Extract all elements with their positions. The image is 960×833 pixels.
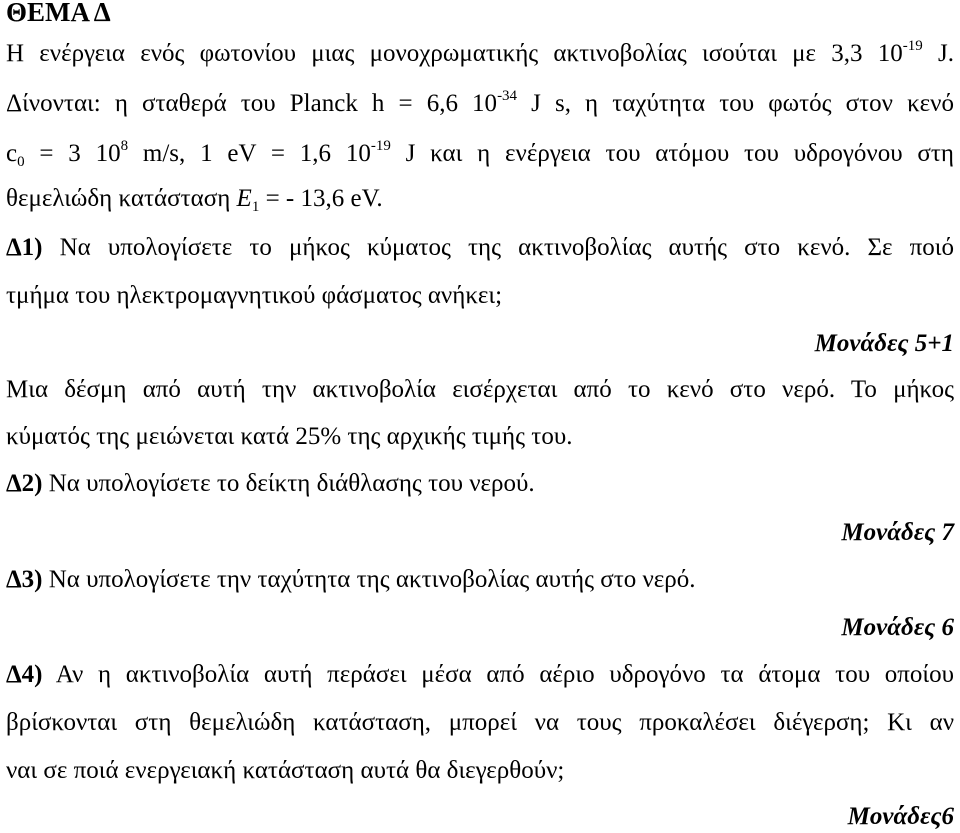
symbol-E: E — [236, 185, 252, 212]
intro-text: J και η ενέργεια του ατόμου του υδρογόνου στη — [390, 140, 954, 167]
d1-marks: Μονάδες 5+1 — [814, 330, 954, 357]
intro-text: θεμελιώδη κατάσταση — [6, 185, 237, 212]
beam-line-1: Μια δέσμη από αυτή την ακτινοβολία εισέρχεται από το κενό στο νερό. Το μήκος — [6, 376, 954, 403]
d4-line-1 — [6, 659, 954, 691]
intro-line-4 — [6, 183, 954, 215]
question-text: Να υπολογίσετε το δείκτη διάθλασης του νερού. — [42, 470, 535, 497]
d2-line — [6, 468, 954, 500]
d3-line — [6, 564, 954, 596]
unit-text: J. — [922, 40, 954, 67]
question-text: Να υπολογίσετε το μήκος κύματος της ακτινοβολίας αυτής στο κενό. Σε ποιό — [42, 234, 954, 261]
question-label: Δ1) — [6, 234, 43, 261]
question-label: Δ3) — [6, 566, 43, 593]
intro-text: J s, η ταχύτητα του φωτός στον κενό — [517, 90, 954, 117]
intro-text: = 3 10 — [24, 140, 121, 167]
intro-line-1 — [6, 38, 954, 70]
intro-text: Η ενέργεια ενός φωτονίου μιας μονοχρωματικής ακτινοβολίας ισούται με 3,3 10 — [6, 40, 903, 67]
exponent: -19 — [370, 138, 391, 154]
subscript: 1 — [251, 199, 260, 215]
section-title: ΘΕΜΑ Δ — [6, 0, 111, 27]
question-label: Δ2) — [6, 470, 43, 497]
exponent: 8 — [120, 138, 129, 154]
question-text: Να υπολογίσετε την ταχύτητα της ακτινοβολίας αυτής στο νερό. — [42, 566, 696, 593]
question-text: Αν η ακτινοβολία αυτή περάσει μέσα από αέριο υδρογόνο τα άτομα του οποίου — [42, 661, 954, 688]
d4-line-3: ναι σε ποιά ενεργειακή κατάσταση αυτά θα διεγερθούν; — [6, 757, 565, 784]
d1-line-2: τμήμα του ηλεκτρομαγνητικού φάσματος ανήκει; — [6, 282, 503, 309]
d4-line-2: βρίσκονται στη θεμελιώδη κατάσταση, μπορεί να τους προκαλέσει διέγερση; Κι αν — [6, 709, 954, 736]
intro-text: = - 13,6 eV. — [259, 185, 383, 212]
intro-text: m/s, 1 eV = 1,6 10 — [128, 140, 371, 167]
beam-line-2: κύματός της μειώνεται κατά 25% της αρχικής τιμής του. — [6, 423, 573, 450]
question-label: Δ4) — [6, 661, 43, 688]
exponent: -19 — [902, 38, 923, 54]
intro-text: Δίνονται: η σταθερά του Planck h = 6,6 10 — [6, 90, 498, 117]
d2-marks: Μονάδες 7 — [841, 519, 954, 546]
d4-marks: Μονάδες6 — [847, 803, 954, 830]
subscript: 0 — [17, 154, 25, 170]
d3-marks: Μονάδες 6 — [841, 614, 954, 641]
exponent: -34 — [497, 88, 518, 104]
symbol-c: c — [6, 140, 18, 167]
intro-line-3 — [6, 138, 954, 170]
d1-line-1 — [6, 232, 954, 264]
intro-line-2 — [6, 88, 954, 120]
